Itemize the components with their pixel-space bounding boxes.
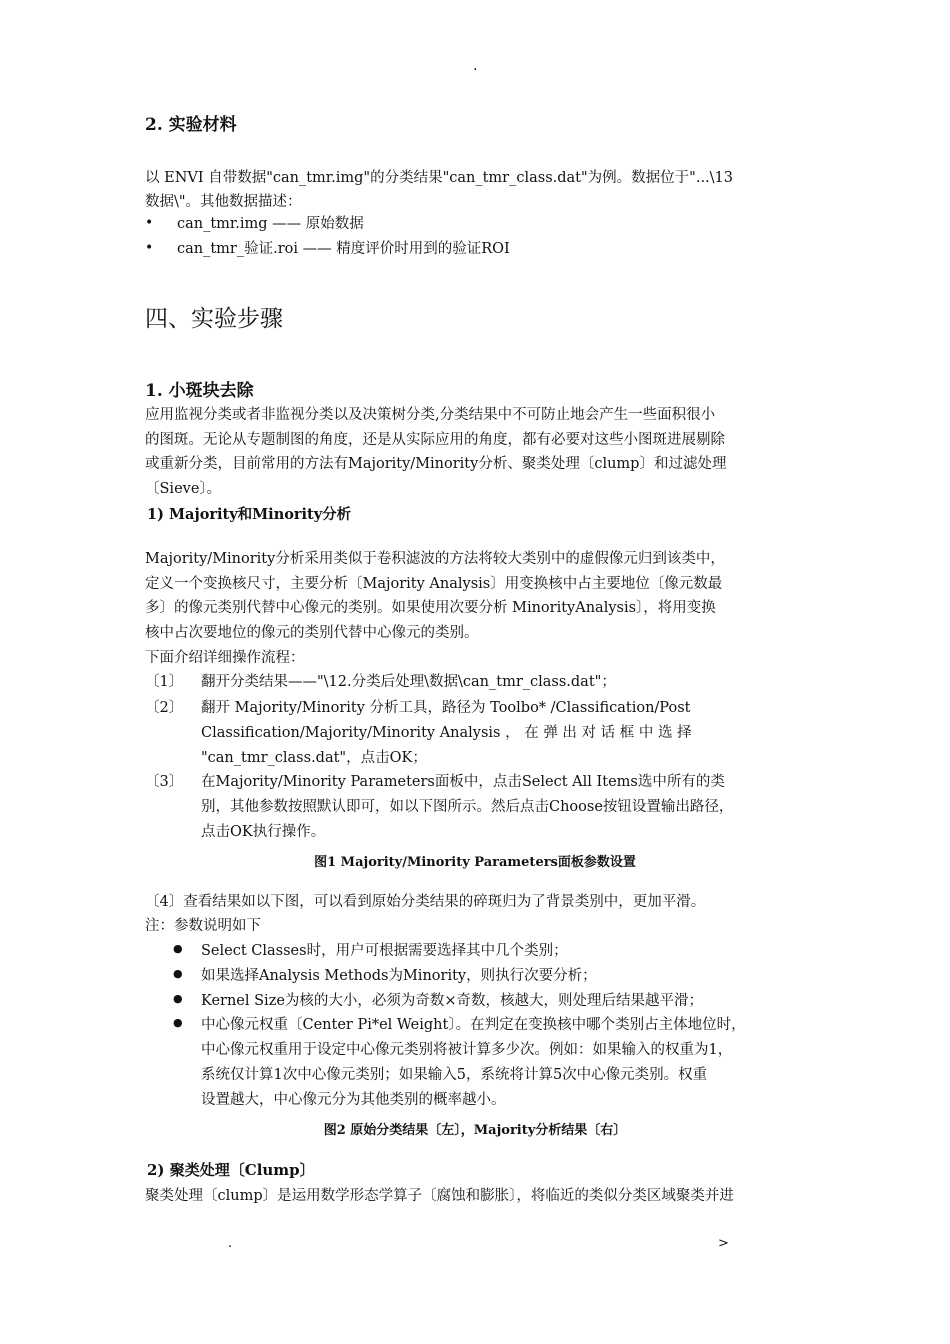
- desc-line-2: 定义一个变换核尺寸，主要分析〔Majority Analysis〕用变换核中占主要地位〔像元数最: [145, 576, 723, 592]
- step-number: 〔3〕: [145, 774, 184, 790]
- step-3-line-3: 点击OK执行操作。: [201, 824, 326, 840]
- bullet-icon: •: [145, 215, 154, 231]
- subsection-heading-clump: 2) 聚类处理〔Clump〕: [147, 1161, 315, 1179]
- note-3: Kernel Size为核的大小，必须为奇数×奇数，核越大，则处理后结果越平滑；: [201, 993, 704, 1009]
- materials-paragraph-line-2: 数据\"。其他数据描述：: [145, 194, 302, 210]
- step-2-line-2: Classification/Majority/Minority Analysis ， 在 弹 出 对 话 框 中 选 择: [201, 725, 692, 741]
- bullet-icon: •: [145, 240, 154, 256]
- materials-paragraph-line-1: 以 ENVI 自带数据"can_tmr.img"的分类结果"can_tmr_class.dat"为例。数据位于"...\13: [145, 170, 734, 186]
- bullet-icon: ●: [173, 967, 183, 980]
- footer-left-mark: .: [228, 1236, 233, 1251]
- section-heading-materials: 2. 实验材料: [145, 115, 237, 135]
- intro-line-3: 或重新分类，目前常用的方法有Majority/Minority分析、聚类处理〔clump〕和过滤处理: [145, 456, 727, 472]
- step-2-line-1: 翻开 Majority/Minority 分析工具，路径为 Toolbo* /Classification/Post: [201, 700, 691, 716]
- step-number: 〔2〕: [145, 700, 184, 716]
- note-4-line-3: 系统仅计算1次中心像元类别；如果输入5，系统将计算5次中心像元类别。权重: [201, 1067, 708, 1083]
- intro-line-2: 的图斑。无论从专题制图的角度，还是从实际应用的角度，都有必要对这些小图斑进展剔除: [145, 432, 725, 448]
- footer-right-mark: >: [718, 1236, 729, 1251]
- note-4-line-2: 中心像元权重用于设定中心像元类别将被计算多少次。例如：如果输入的权重为1，: [201, 1042, 733, 1058]
- subsection-heading-majority-minority: 1) Majority和Minority分析: [147, 506, 352, 523]
- note-4-line-4: 设置越大，中心像元分为其他类别的概率越小。: [201, 1092, 506, 1108]
- bullet-icon: ●: [173, 942, 183, 955]
- materials-bullet-2: can_tmr_验证.roi —— 精度评价时用到的验证ROI: [177, 241, 510, 257]
- desc-line-3: 多〕的像元类别代替中心像元的类别。如果使用次要分析 MinorityAnalysis〕，将用变换: [145, 600, 716, 616]
- desc-line-5: 下面介绍详细操作流程：: [145, 650, 305, 666]
- step-2-line-3: "can_tmr_class.dat"，点击OK；: [201, 750, 427, 766]
- figure-2-caption: 图2 原始分类结果〔左〕，Majority分析结果〔右〕: [323, 1123, 627, 1138]
- intro-line-1: 应用监视分类或者非监视分类以及决策树分类,分类结果中不可防止地会产生一些面积很小: [145, 407, 716, 423]
- step-3-line-1: 在Majority/Minority Parameters面板中，点击Select All Items选中所有的类: [201, 774, 725, 790]
- desc-line-1: Majority/Minority分析采用类似于卷积滤波的方法将较大类别中的虚假像元归到该类中，: [145, 551, 725, 567]
- step-4-text: 〔4〕查看结果如以下图，可以看到原始分类结果的碎斑归为了背景类别中，更加平滑。: [145, 894, 706, 910]
- bullet-icon: ●: [173, 992, 183, 1005]
- note-label: 注：参数说明如下: [145, 918, 261, 934]
- step-number: 〔1〕: [145, 674, 184, 690]
- step-1-line-1: 翻开分类结果——"\12.分类后处理\数据\can_tmr_class.dat"；: [201, 674, 616, 690]
- header-mark: .: [473, 58, 478, 74]
- chapter-heading-steps: 四、实验步骤: [145, 306, 283, 332]
- note-1: Select Classes时，用户可根据需要选择其中几个类别；: [201, 943, 568, 959]
- bullet-icon: ●: [173, 1016, 183, 1029]
- note-4-line-1: 中心像元权重〔Center Pi*el Weight〕。在判定在变换核中哪个类别占主体地位时，: [201, 1017, 746, 1033]
- figure-1-caption: 图1 Majority/Minority Parameters面板参数设置: [314, 855, 636, 870]
- desc-line-4: 核中占次要地位的像元的类别代替中心像元的类别。: [145, 625, 479, 641]
- note-2: 如果选择Analysis Methods为Minority，则执行次要分析；: [201, 968, 597, 984]
- step-3-line-2: 别，其他参数按照默认即可，如以下图所示。然后点击Choose按钮设置输出路径，: [201, 799, 734, 815]
- materials-bullet-1: can_tmr.img —— 原始数据: [177, 216, 364, 232]
- section-heading-small-patch-removal: 1. 小斑块去除: [145, 381, 254, 401]
- clump-paragraph-line-1: 聚类处理〔clump〕是运用数学形态学算子〔腐蚀和膨胀〕，将临近的类似分类区域聚类并进: [145, 1188, 734, 1204]
- intro-line-4: 〔Sieve〕。: [145, 481, 222, 497]
